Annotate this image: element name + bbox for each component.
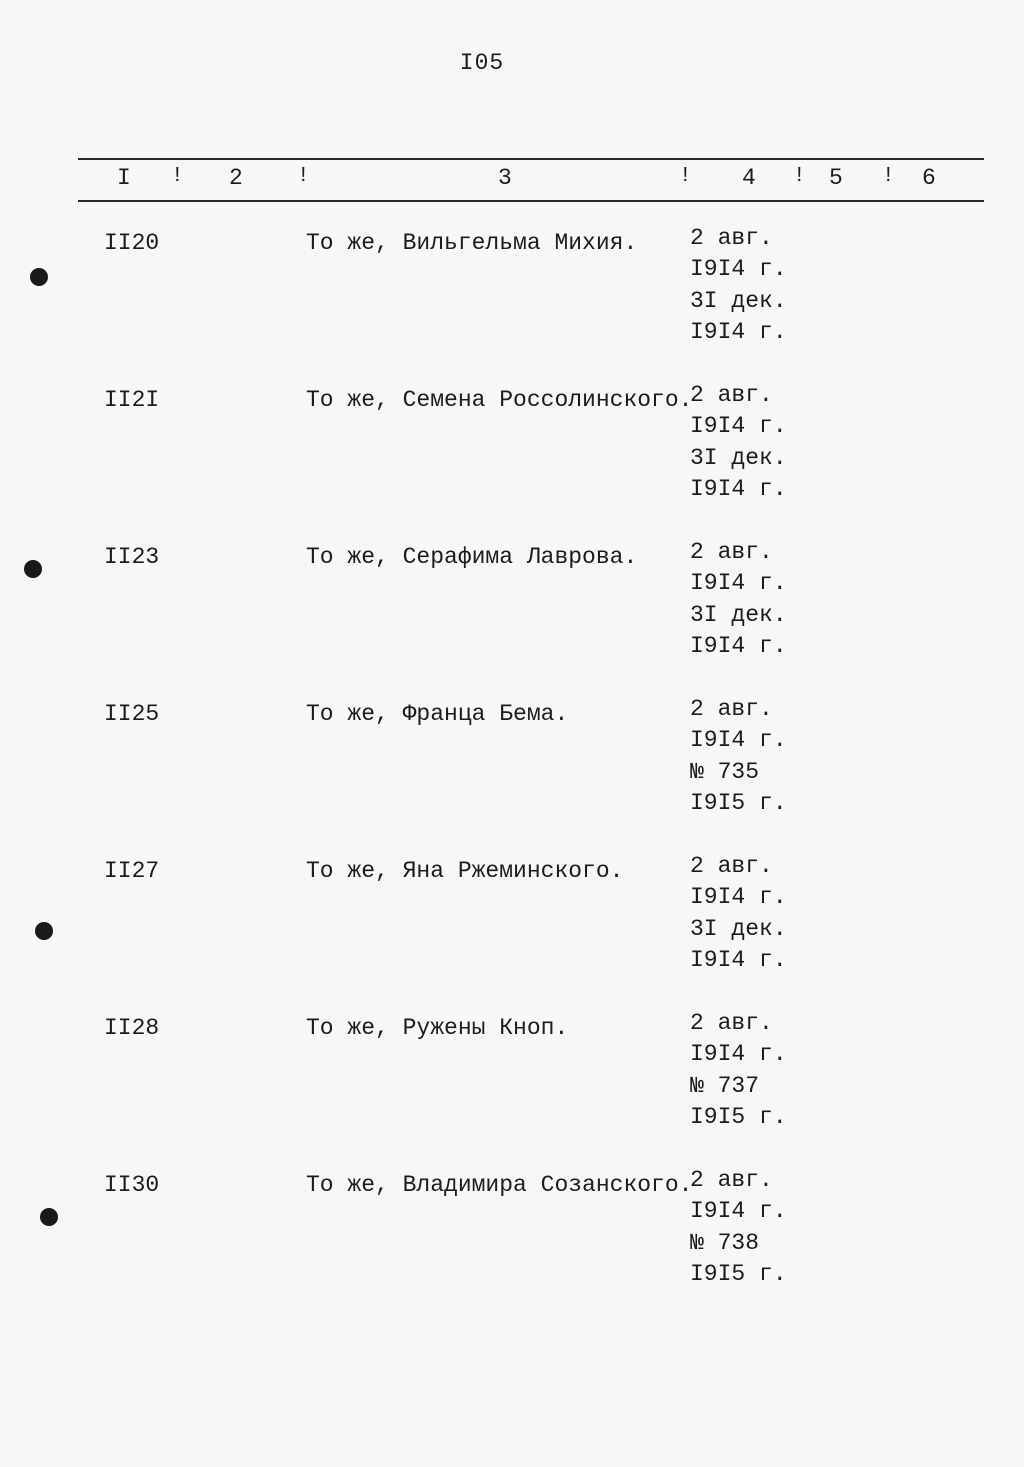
date-line: 3I дек. [690,601,787,628]
header-separator: ! [679,165,692,188]
header-separator: ! [882,165,895,188]
record-number: II28 [104,1015,160,1041]
record-number: II30 [104,1172,160,1198]
record-number: II20 [104,230,160,256]
header-col-5: 5 [829,165,843,191]
date-line: I9I4 г. [690,256,787,283]
record-description: То же, Вильгельма Михия. [306,230,638,256]
header-col-4: 4 [742,165,756,191]
record-description: То же, Семена Россолинского. [306,387,693,413]
table-row [0,1010,1024,1172]
record-dates [690,225,787,348]
header-col-6: 6 [922,165,936,191]
date-line: I9I4 г. [690,884,787,911]
record-description: То же, Серафима Лаврова. [306,544,638,570]
table-row [0,853,1024,1015]
binding-hole-mark [40,1208,58,1226]
date-line: 2 авг. [690,1167,773,1193]
date-line: I9I4 г. [690,318,787,345]
date-line: 2 авг. [690,696,773,722]
record-number: II2I [104,387,160,413]
date-line: 2 авг. [690,853,773,879]
date-line: № 735 [690,758,760,785]
date-line: I9I5 г. [690,1103,787,1130]
record-number: II25 [104,701,160,727]
binding-hole-mark [30,268,48,286]
record-dates [690,1010,787,1133]
table-row [0,1167,1024,1329]
date-line: I9I4 г. [690,727,787,754]
record-description: То же, Яна Ржеминского. [306,858,624,884]
table-row [0,382,1024,544]
table-row [0,225,1024,387]
record-dates [690,539,787,662]
date-line: I9I5 г. [690,1260,787,1287]
header-col-2: 2 [229,165,243,191]
date-line: I9I5 г. [690,789,787,816]
header-separator: ! [171,165,184,188]
record-description: То же, Ружены Кноп. [306,1015,569,1041]
header-separator: ! [297,165,310,188]
table-header-rule [78,200,984,202]
date-line: I9I4 г. [690,570,787,597]
date-line: 2 авг. [690,1010,773,1036]
table-body [0,225,1024,1329]
header-separator: ! [793,165,806,188]
header-col-1: I [117,165,131,191]
date-line: 3I дек. [690,444,787,471]
date-line: I9I4 г. [690,1041,787,1068]
record-number: II27 [104,858,160,884]
record-dates [690,853,787,976]
page-number: I05 [459,50,505,76]
record-dates [690,1167,787,1290]
date-line: I9I4 г. [690,475,787,502]
date-line: 3I дек. [690,287,787,314]
record-description: То же, Владимира Созанского. [306,1172,693,1198]
header-col-3: 3 [498,165,512,191]
record-description: То же, Франца Бема. [306,701,569,727]
record-dates [690,696,787,819]
date-line: I9I4 г. [690,632,787,659]
date-line: 2 авг. [690,382,773,408]
record-dates [690,382,787,505]
binding-hole-mark [24,560,42,578]
date-line: 2 авг. [690,539,773,565]
table-header [0,165,1024,195]
date-line: I9I4 г. [690,946,787,973]
table-top-rule [78,158,984,160]
date-line: № 737 [690,1072,760,1099]
date-line: № 738 [690,1229,760,1256]
binding-hole-mark [35,922,53,940]
date-line: I9I4 г. [690,1198,787,1225]
table-row [0,539,1024,701]
date-line: I9I4 г. [690,413,787,440]
record-number: II23 [104,544,160,570]
table-row [0,696,1024,858]
date-line: 3I дек. [690,915,787,942]
date-line: 2 авг. [690,225,773,251]
